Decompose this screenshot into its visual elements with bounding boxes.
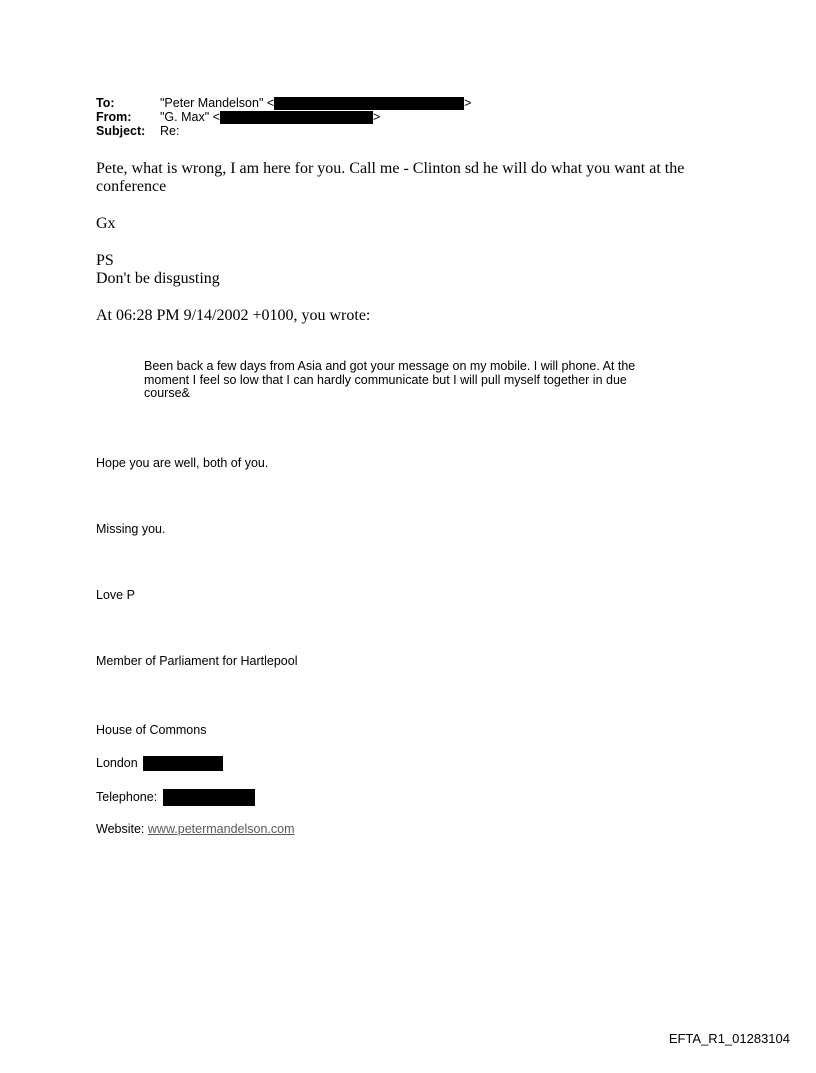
email-header [96,96,471,138]
reply-signoff: Gx [96,215,116,232]
subject-value: Re: [160,124,180,138]
redaction-box [143,756,223,771]
attribution-line: At 06:28 PM 9/14/2002 +0100, you wrote: [96,307,371,324]
mp-title: Member of Parliament for Hartlepool [96,654,298,668]
telephone-line [96,789,255,806]
website-line [96,822,295,836]
document-id: EFTA_R1_01283104 [668,1031,790,1046]
house-line: House of Commons [96,723,207,737]
redaction-box [220,111,373,124]
website-label: Website: [96,822,145,836]
from-row [96,110,471,124]
london-line [96,756,223,771]
telephone-label: Telephone: [96,789,158,804]
ps-label: PS [96,252,114,269]
reply-line-1: Pete, what is wrong, I am here for you. Call me - Clinton sd he will do what you want at the [96,160,685,177]
to-value: "Peter Mandelson" < [160,96,275,110]
from-value: "G. Max" < [160,110,220,124]
to-row [96,96,471,110]
missing-line: Missing you. [96,522,166,536]
to-label: To: [96,96,115,110]
redaction-box [163,789,255,806]
from-close: > [372,110,381,124]
website-link[interactable]: www.petermandelson.com [147,822,295,836]
hope-line: Hope you are well, both of you. [96,456,269,470]
london-label: London [96,756,138,770]
subject-label: Subject: [96,124,146,138]
love-line: Love P [96,588,135,602]
quoted-message: Been back a few days from Asia and got your message on my mobile. I will phone. At the moment I feel so low that I can hardly communicate but I will pull myself together in due course& [144,359,636,400]
to-close: > [464,96,472,110]
from-label: From: [96,110,132,124]
reply-line-2: conference [96,178,167,195]
redaction-box [274,97,464,110]
subject-row [96,124,471,138]
ps-text: Don't be disgusting [96,270,220,287]
